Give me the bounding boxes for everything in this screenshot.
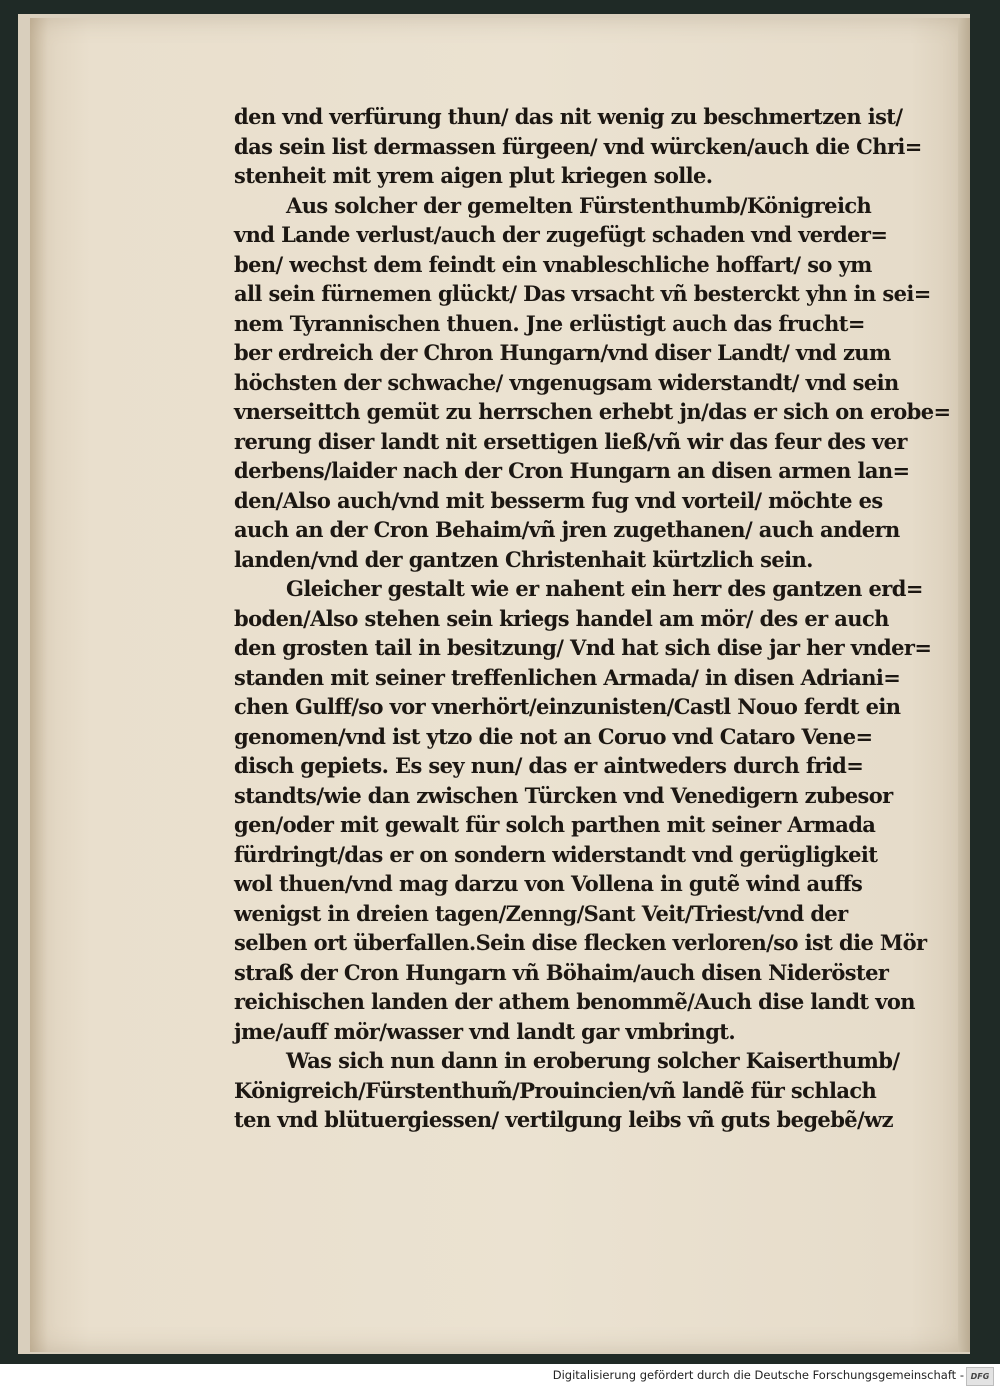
text-line: jme/auff mör/wasser vnd landt gar vmbringt. <box>234 1018 736 1044</box>
text-line: landen/vnd der gantzen Christenhait kürtzlich sein. <box>234 546 813 572</box>
text-line: wenigst in dreien tagen/Zenng/Sant Veit/Triest/vnd der <box>234 900 848 926</box>
page-edge <box>958 18 970 1352</box>
text-line: fürdringt/das er on sondern widerstandt vnd gerügligkeit <box>234 841 878 867</box>
text-line: standts/wie dan zwischen Türcken vnd Venedigern zubesor <box>234 782 893 808</box>
text-line: den vnd verfürung thun/ das nit wenig zu beschmertzen ist/ <box>234 104 903 129</box>
text-line: chen Gulff/so vor vnerhört/einzunisten/Castl Nouo ferdt ein <box>234 694 901 719</box>
text-line: boden/Also stehen sein kriegs handel am mör/ des er auch <box>234 605 889 631</box>
text-line: selben ort überfallen.Sein dise flecken verloren/so ist die Mör <box>234 930 927 955</box>
text-line: derbens/laider nach der Cron Hungarn an disen armen lan= <box>234 458 910 483</box>
text-line: den grosten tail in besitzung/ Vnd hat sich dise jar her vnder= <box>234 635 932 660</box>
text-line: disch gepiets. Es sey nun/ das er aintweders durch frid= <box>234 753 864 778</box>
text-line: standen mit seiner treffenlichen Armada/ in disen Adriani= <box>234 664 901 690</box>
text-line: wol thuen/vnd mag darzu von Vollena in gutẽ wind auffs <box>234 871 863 896</box>
body-text <box>234 102 951 1135</box>
text-line: Königreich/Fürstenthum̃/Prouincien/vñ landẽ für schlach <box>234 1077 877 1103</box>
text-line: auch an der Cron Behaim/vñ jren zugethanen/ auch andern <box>234 517 900 542</box>
dfg-logo[interactable]: DFG <box>966 1367 994 1386</box>
text-line: genomen/vnd ist ytzo die not an Coruo vnd Cataro Vene= <box>234 723 873 749</box>
text-line: vnerseittch gemüt zu herrschen erhebt jn/das er sich on erobe= <box>234 399 951 424</box>
text-line: ber erdreich der Chron Hungarn/vnd diser Landt/ vnd zum <box>234 340 891 365</box>
text-line: den/Also auch/vnd mit besserm fug vnd vorteil/ möchte es <box>234 487 883 513</box>
text-line: vnd Lande verlust/auch der zugefügt schaden vnd verder= <box>234 222 888 247</box>
text-line: nem Tyrannischen thuen. Jne erlüstigt auch das frucht= <box>234 310 865 336</box>
text-line: reichischen landen der athem benommẽ/Auch dise landt von <box>234 989 915 1014</box>
text-line: gen/oder mit gewalt für solch parthen mit seiner Armada <box>234 812 876 837</box>
text-line: rerung diser landt nit ersettigen ließ/vñ wir das feur des ver <box>234 428 907 454</box>
text-line: höchsten der schwache/ vngenugsam widerstandt/ vnd sein <box>234 369 899 395</box>
digitization-credit: Digitalisierung gefördert durch die Deutsche Forschungsgemeinschaft - <box>552 1368 964 1382</box>
text-line: Aus solcher der gemelten Fürstenthumb/Königreich <box>286 192 872 218</box>
text-line: all sein fürnemen glückt/ Das vrsacht vñ besterckt yhn in sei= <box>234 281 931 306</box>
text-line: das sein list dermassen fürgeen/ vnd würcken/auch die Chri= <box>234 133 922 159</box>
text-line: straß der Cron Hungarn vñ Böhaim/auch disen Nideröster <box>234 959 889 985</box>
text-line: ten vnd blütuergiessen/ vertilgung leibs vñ guts begebẽ/wz <box>234 1107 893 1132</box>
text-line: Gleicher gestalt wie er nahent ein herr des gantzen erd= <box>286 576 923 601</box>
text-line: stenheit mit yrem aigen plut kriegen solle. <box>234 163 713 188</box>
text-line: ben/ wechst dem feindt ein vnableschliche hoffart/ so ym <box>234 251 872 277</box>
text-line: Was sich nun dann in eroberung solcher Kaiserthumb/ <box>286 1048 900 1073</box>
